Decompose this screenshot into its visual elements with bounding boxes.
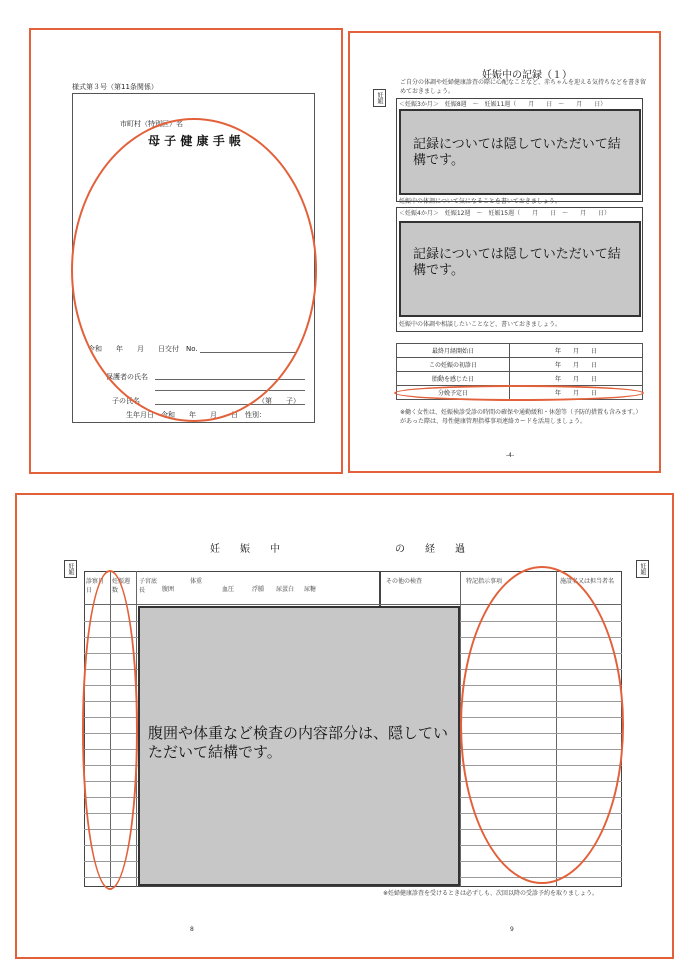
- col-header-urine-protein: 尿蛋白: [276, 586, 295, 593]
- table-row: [397, 358, 643, 372]
- municipality-label: 市町村（特別区）名: [120, 120, 183, 128]
- row-value: 年 月 日: [510, 386, 643, 400]
- record-title: 妊娠中の記録（１）: [482, 70, 572, 81]
- row-value: 年 月 日: [510, 344, 643, 358]
- col-header-urine-sugar: 尿糖: [304, 586, 317, 593]
- row-label: 分娩予定日: [397, 386, 510, 400]
- bottom-footnote: ※妊婦健康診査を受けるときは必ずしも、次回以降の受診予約を取りましょう。: [383, 890, 599, 897]
- col-header-fundal: 子宮底長: [139, 578, 158, 594]
- birth-order: （第 子）: [258, 397, 300, 405]
- period2-redaction-text: 記録については隠していただいて結構です。: [413, 247, 621, 278]
- bottom-heading-left: 妊 娠 中: [210, 544, 280, 555]
- col-header-waist: 腹囲: [162, 586, 175, 593]
- cover-title: 母 子 健 康 手 帳: [148, 134, 241, 148]
- period1-label: ＜妊娠3か月＞ 妊娠8週 〜 妊娠11週（ 月 日 〜 月 日）: [399, 101, 607, 108]
- guardian-label: 保護者の氏名: [106, 373, 148, 381]
- bottom-page-right: 9: [510, 926, 514, 933]
- bottom-left-tab: 妊娠: [64, 560, 77, 578]
- right-side-tab: 妊娠: [373, 89, 386, 107]
- period2-label: ＜妊娠4か月＞ 妊娠12週 〜 妊娠15週（ 月 日 〜 月 日）: [399, 210, 611, 217]
- period2-note: 妊娠中の体調や相談したいことなど、書いておきましょう。: [399, 321, 562, 328]
- row-label: この妊娠の初診日: [397, 358, 510, 372]
- period1-redaction-text: 記録については隠していただいて結構です。: [413, 137, 621, 168]
- due-date-ellipse: [394, 385, 644, 401]
- col-header-date: 診察月日: [86, 578, 105, 594]
- col-header-edema: 浮腫: [252, 586, 265, 593]
- period1-note: 妊娠中の体調について気になることを書いておきましょう。: [399, 198, 561, 205]
- col-header-other-tests: その他の検査: [386, 578, 423, 585]
- child-name-label: 子の氏名: [112, 397, 140, 405]
- left-header-line: [84, 604, 380, 605]
- col-header-special-notes: 特記指示事項: [466, 578, 503, 585]
- bottom-heading-right: の 経 過: [395, 544, 465, 555]
- birth-date: 生年月日 令和 年 月 日 性別：: [126, 411, 266, 419]
- col-header-weight: 体重: [190, 578, 203, 585]
- right-footnote: ※働く女性は、妊娠検診受診の時間の確保や通勤緩和・休憩等（予防的措置も含みます。）があった際は、母性健康管理指導事項連絡カードを活用しましょう。: [400, 409, 642, 425]
- row-label: 最終月経開始日: [397, 344, 510, 358]
- col-header-bp: 血圧: [222, 586, 235, 593]
- date-column-ellipse: [82, 570, 138, 890]
- table-row: [397, 372, 643, 386]
- table-row: [397, 344, 643, 358]
- row-label: 胎動を感じた日: [397, 372, 510, 386]
- col-header-weeks: 妊娠週数: [112, 578, 131, 594]
- row-value: 年 月 日: [510, 358, 643, 372]
- right-page-number: -4-: [506, 452, 515, 459]
- issue-date: 令和 年 月 日交付 No.: [88, 345, 198, 353]
- notes-column-ellipse: [460, 566, 624, 884]
- form-number: 様式第３号（第11条関係）: [72, 83, 158, 91]
- exam-redaction-text: 腹囲や体重など検査の内容部分は、隠していただいて結構です。: [148, 724, 449, 761]
- record-intro: ご自分の体調や妊婦健康診査の際に心配なことなど、赤ちゃんを迎える気持ちなどを書き留めておきましょう。: [400, 79, 647, 95]
- bottom-right-tab: 妊娠: [636, 560, 649, 578]
- cover-ellipse: [71, 118, 317, 422]
- col-header-facility: 施設名又は担当者名: [560, 578, 615, 585]
- row-value: 年 月 日: [510, 372, 643, 386]
- bottom-page-left: 8: [190, 926, 194, 933]
